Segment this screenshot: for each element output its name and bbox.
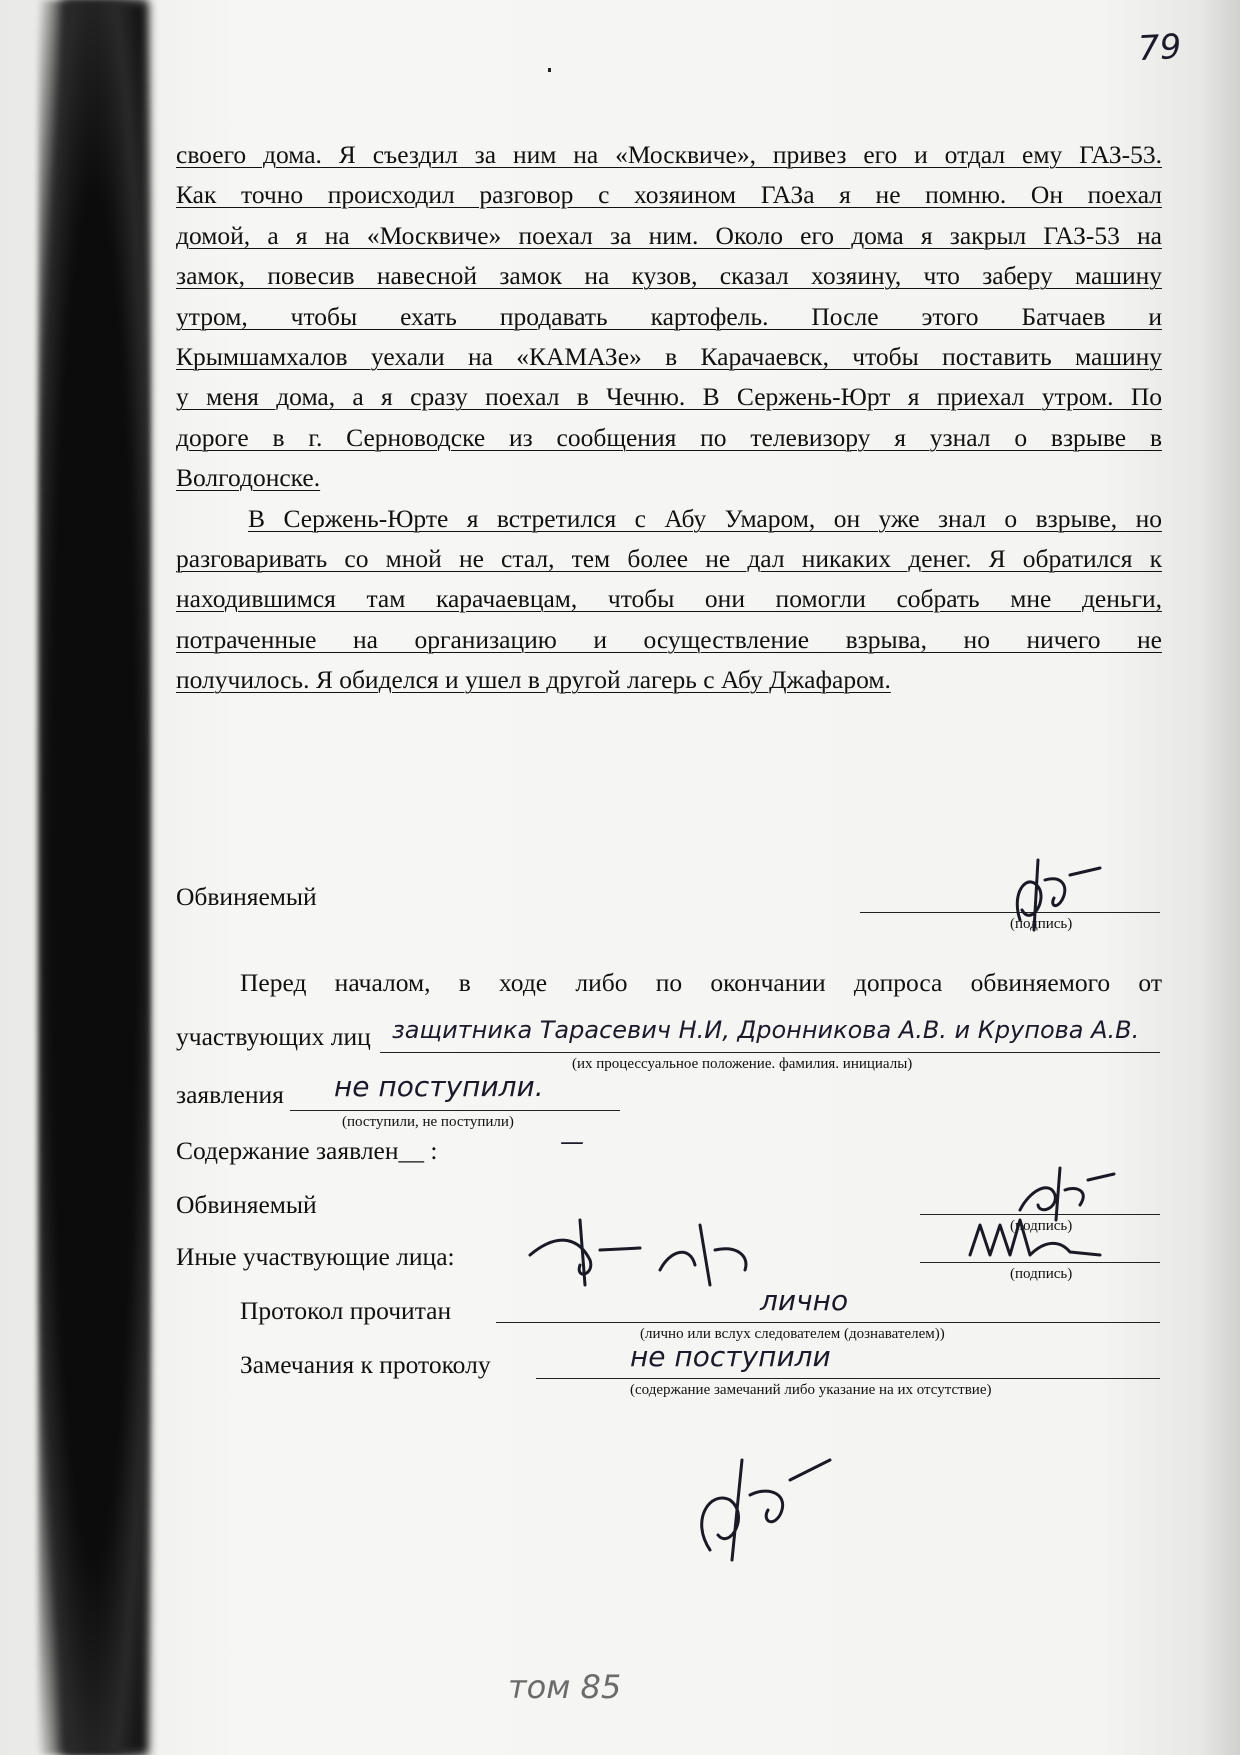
- participants-label: участвующих лиц: [176, 1022, 371, 1051]
- accused-label-2: Обвиняемый: [176, 1190, 317, 1219]
- volume-note: том 85: [508, 1668, 622, 1706]
- content-handwritten: —: [560, 1128, 584, 1156]
- signature-caption-3: (подпись): [1010, 1266, 1073, 1282]
- text-line: разговаривать со мной не стал, тем более не дал никаких денег. Я обратился к: [176, 543, 1162, 573]
- page-edge-shadow: [1200, 0, 1240, 1755]
- text-line: своего дома. Я съездил за ним на «Москвиче», привез его и отдал ему ГАЗ-53.: [176, 140, 1162, 169]
- text-line: дороге в г. Серноводске из сообщения по телевизору я узнал о взрыве в: [176, 422, 1162, 452]
- remarks-handwritten: не поступили: [630, 1340, 831, 1373]
- protocol-read-label: Протокол прочитан: [240, 1296, 452, 1325]
- protocol-read-line: [496, 1322, 1160, 1323]
- page-number: 79: [1136, 26, 1183, 70]
- participants-caption: (их процессуальное положение. фамилия. инициалы): [572, 1056, 913, 1072]
- text-line: домой, а я на «Москвиче» поехал за ним. Около его дома я закрыл ГАЗ-53 на: [176, 220, 1162, 250]
- statements-label: заявления: [176, 1080, 284, 1109]
- remarks-line: [536, 1378, 1160, 1379]
- text-line: замок, повесив навесной замок на кузов, сказал хозяину, что заберу машину: [176, 261, 1162, 291]
- before-start-text: Перед началом, в ходе либо по окончании допроса обвиняемого от: [240, 968, 1162, 997]
- signature-caption-1: (подпись): [1010, 916, 1073, 932]
- remarks-caption: (содержание замечаний либо указание на их отсутствие): [630, 1382, 992, 1398]
- statements-line: [290, 1110, 620, 1111]
- statements-handwritten: не поступили.: [334, 1070, 544, 1103]
- investigator-signature: [680, 1440, 840, 1570]
- participant-signature: [960, 1210, 1110, 1270]
- accused-signature-1: [990, 850, 1110, 940]
- text-line: находившимся там карачаевцам, чтобы они помогли собрать мне деньги,: [176, 584, 1162, 614]
- binding-strip: [38, 0, 150, 1755]
- protocol-read-caption: (лично или вслух следователем (дознавателем)): [640, 1326, 945, 1342]
- accused-label-1: Обвиняемый: [176, 882, 317, 911]
- text-line: Волгодонске.: [176, 463, 321, 493]
- text-line: у меня дома, а я сразу поехал в Чечню. В Сержень-Юрт я приехал утром. По: [176, 382, 1162, 412]
- text-line: В Сержень-Юрте я встретился с Абу Умаром, он уже знал о взрыве, но: [248, 503, 1162, 533]
- others-label: Иные участвующие лица:: [176, 1242, 455, 1271]
- testimony-text: [176, 135, 1162, 700]
- protocol-read-handwritten: лично: [760, 1284, 849, 1317]
- content-label: Содержание заявлен__ :: [176, 1136, 438, 1165]
- text-line: Крымшамхалов уехали на «КАМАЗе» в Карачаевск, чтобы поставить машину: [176, 341, 1162, 371]
- text-line: потраченные на организацию и осуществление взрыва, но ничего не: [176, 624, 1162, 654]
- signature-caption-2: (подпись): [1010, 1218, 1073, 1234]
- text-line: утром, чтобы ехать продавать картофель. После этого Батчаев и: [176, 301, 1162, 331]
- text-line: получилось. Я обиделся и ушел в другой лагерь с Абу Джафаром.: [176, 665, 891, 695]
- participants-line: [380, 1052, 1160, 1053]
- statements-caption: (поступили, не поступили): [342, 1114, 514, 1130]
- remarks-label: Замечания к протоколу: [240, 1350, 491, 1379]
- lawyer-signature: [520, 1210, 780, 1290]
- participants-handwritten: защитника Тарасевич Н.И, Дронникова А.В. и Крупова А.В.: [392, 1016, 1140, 1044]
- text-line: Как точно происходил разговор с хозяином ГАЗа я не помню. Он поехал: [176, 180, 1162, 210]
- scan-speck: [548, 68, 551, 72]
